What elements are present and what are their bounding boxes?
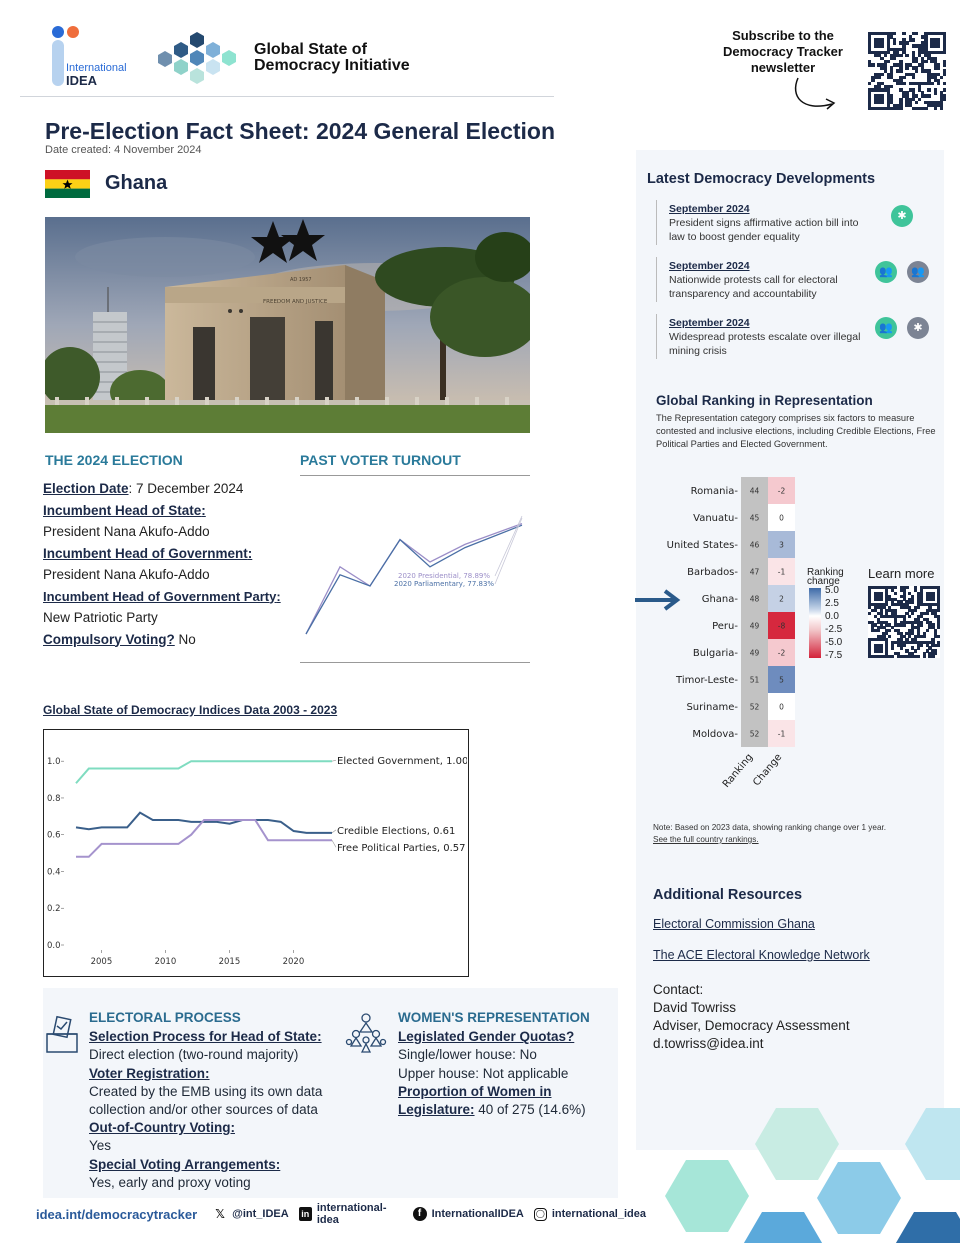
turnout-rule-top bbox=[300, 475, 530, 476]
election-date-label: Election Date bbox=[43, 481, 129, 496]
gsod-title-line-2: Democracy Initiative bbox=[254, 57, 410, 74]
ace-network-link[interactable]: The ACE Electoral Knowledge Network bbox=[653, 948, 870, 962]
legend-tick: 5.0 bbox=[825, 585, 839, 596]
logo-text-international: International bbox=[66, 62, 127, 74]
development-rule bbox=[656, 257, 657, 302]
change-value: 3 bbox=[779, 540, 784, 550]
government-party-label: Incumbent Head of Government Party bbox=[43, 588, 277, 604]
change-value: -2 bbox=[777, 648, 786, 658]
indices-series-line bbox=[76, 761, 332, 783]
out-of-country-value: Yes bbox=[89, 1138, 112, 1154]
logo-text-idea: IDEA bbox=[66, 73, 98, 88]
learn-more-label: Learn more bbox=[868, 566, 935, 581]
ranking-change-legend bbox=[805, 568, 865, 663]
page-title: Pre-Election Fact Sheet: 2024 General Election bbox=[45, 118, 556, 144]
footer-instagram-link[interactable] bbox=[534, 1208, 646, 1221]
change-value: 5 bbox=[779, 675, 784, 685]
indices-series-label: Free Political Parties, 0.57 bbox=[337, 843, 466, 855]
subscribe-line-3: newsletter bbox=[750, 60, 816, 75]
development-text: Widespread protests escalate over illegal mining crisis bbox=[669, 331, 861, 357]
legend-tick: -2.5 bbox=[825, 624, 843, 635]
additional-resources-heading: Additional Resources bbox=[653, 887, 803, 903]
special-voting-value: Yes, early and proxy voting bbox=[89, 1174, 251, 1190]
development-item[interactable] bbox=[669, 202, 869, 244]
gsod-title-line-1: Global State of bbox=[254, 41, 367, 58]
participation-icon: 👥 bbox=[875, 317, 897, 339]
change-value: 0 bbox=[779, 513, 784, 523]
government-party-value: New Patriotic Party bbox=[43, 610, 158, 625]
civil-society-icon: 👥 bbox=[907, 261, 929, 283]
change-axis-label: Change bbox=[751, 751, 785, 789]
proportion-women-label-1: Proportion of Women in bbox=[398, 1083, 552, 1099]
gsod-hexagon-logo bbox=[150, 30, 240, 86]
indices-series-label: Elected Government, 1.00 bbox=[337, 756, 467, 768]
indices-series-label: Credible Elections, 0.61 bbox=[337, 825, 456, 837]
indices-x-tick: 2010 bbox=[154, 957, 177, 967]
head-of-state-label: Incumbent Head of State bbox=[43, 502, 202, 518]
indices-x-tick: 2020 bbox=[282, 957, 305, 967]
ghana-flag bbox=[45, 170, 90, 198]
ranking-value: 51 bbox=[749, 675, 760, 685]
contact-email[interactable]: d.towriss@idea.int bbox=[653, 1036, 764, 1051]
subscribe-line-1: Subscribe to the bbox=[732, 28, 834, 43]
head-of-state-value: President Nana Akufo-Addo bbox=[43, 524, 210, 539]
country-name: Ghana bbox=[105, 172, 168, 194]
change-value: 2 bbox=[779, 594, 784, 604]
indices-x-tick: 2015 bbox=[218, 957, 241, 967]
turnout-label-parliamentary: 2020 Parliamentary, 77.83% bbox=[394, 580, 495, 588]
development-date: September 2024 bbox=[669, 203, 750, 215]
footer bbox=[36, 1202, 656, 1226]
single-house-quota: Single/lower house: No bbox=[398, 1047, 537, 1063]
government-party-colon: : bbox=[276, 588, 281, 604]
head-of-government-label: Incumbent Head of Government bbox=[43, 545, 248, 561]
womens-representation-heading: WOMEN'S REPRESENTATION bbox=[398, 1010, 590, 1025]
change-value: -1 bbox=[777, 567, 786, 577]
arch-inscription-year: AD 1957 bbox=[290, 277, 312, 283]
indices-y-tick: 1.0 bbox=[47, 757, 61, 768]
legend-tick: 0.0 bbox=[825, 611, 839, 622]
development-item[interactable] bbox=[669, 316, 869, 358]
instagram-icon: ◯ bbox=[534, 1208, 547, 1221]
legend-tick: -5.0 bbox=[825, 637, 843, 648]
ranking-value: 47 bbox=[749, 567, 760, 577]
indices-y-tick: 0.6 bbox=[47, 830, 61, 841]
election-info bbox=[43, 478, 293, 650]
contact-role: Adviser, Democracy Assessment bbox=[653, 1018, 850, 1033]
electoral-commission-link[interactable]: Electoral Commission Ghana bbox=[653, 917, 815, 931]
turnout-heading: PAST VOTER TURNOUT bbox=[300, 452, 461, 468]
development-rule bbox=[656, 200, 657, 245]
contact-name: David Towriss bbox=[653, 1000, 737, 1015]
indices-y-tick: 0.0 bbox=[47, 941, 61, 951]
ranking-country-label: Bulgaria- bbox=[692, 648, 738, 659]
ranking-country-label: Ghana- bbox=[701, 594, 738, 605]
indices-x-tick: 2005 bbox=[90, 957, 113, 967]
change-value: -2 bbox=[777, 486, 786, 496]
ranking-axis-label: Ranking bbox=[720, 751, 756, 790]
change-value: -8 bbox=[777, 621, 786, 631]
indices-series-line bbox=[76, 813, 332, 833]
indices-label-leader bbox=[332, 840, 336, 847]
international-idea-logo bbox=[50, 26, 140, 90]
ranking-country-label: Barbados- bbox=[687, 567, 738, 578]
selection-process-value: Direct election (two-round majority) bbox=[89, 1047, 299, 1063]
electoral-process-block bbox=[89, 1009, 339, 1192]
ranking-country-label: Vanuatu- bbox=[693, 513, 738, 524]
head-of-government-value: President Nana Akufo-Addo bbox=[43, 567, 210, 582]
proportion-women-value: 40 of 275 (14.6%) bbox=[474, 1102, 586, 1118]
election-heading: THE 2024 ELECTION bbox=[45, 452, 183, 468]
indices-line-chart bbox=[44, 730, 467, 975]
ranking-value: 52 bbox=[749, 702, 760, 712]
ranking-country-label: Romania- bbox=[690, 486, 738, 497]
election-date-value: : 7 December 2024 bbox=[128, 481, 244, 496]
developments-heading: Latest Democracy Developments bbox=[647, 171, 876, 187]
development-rule bbox=[656, 314, 657, 359]
indices-y-tick: 0.4 bbox=[47, 867, 61, 878]
facebook-icon: f bbox=[413, 1207, 427, 1221]
subscribe-qr-code[interactable] bbox=[868, 32, 946, 110]
gender-equality-icon: ✱ bbox=[891, 205, 913, 227]
footer-instagram-handle: international_idea bbox=[551, 1208, 646, 1220]
footer-facebook-link[interactable] bbox=[413, 1207, 524, 1221]
voter-registration-value: Created by the EMB using its own data collection and/or other sources of data bbox=[89, 1083, 323, 1118]
legend-ticks bbox=[825, 584, 842, 662]
development-text: Nationwide protests call for electoral transparency and accountability bbox=[669, 274, 838, 300]
footer-x-handle: @int_IDEA bbox=[232, 1208, 289, 1220]
ranking-note-text: Note: Based on 2023 data, showing ranking change over 1 year. bbox=[653, 823, 887, 832]
turnout-rule-bottom bbox=[300, 662, 530, 663]
indices-y-tick: 0.2 bbox=[47, 904, 61, 915]
voter-registration-label: Voter Registration: bbox=[89, 1065, 210, 1081]
electoral-process-heading: ELECTORAL PROCESS bbox=[89, 1010, 241, 1025]
selection-process-label: Selection Process for Head of State: bbox=[89, 1029, 322, 1045]
legend-tick: 2.5 bbox=[825, 598, 839, 609]
ranking-value: 52 bbox=[749, 729, 760, 739]
indices-series-line bbox=[76, 820, 332, 857]
out-of-country-label: Out-of-Country Voting: bbox=[89, 1120, 235, 1136]
ballot-box-icon bbox=[45, 1014, 79, 1054]
ranking-value: 49 bbox=[749, 621, 760, 631]
rule-of-law-icon: ✱ bbox=[907, 317, 929, 339]
ranking-value: 44 bbox=[749, 486, 760, 496]
indices-label-leader bbox=[332, 760, 336, 761]
compulsory-voting-value: No bbox=[174, 631, 196, 647]
special-voting-label: Special Voting Arrangements: bbox=[89, 1156, 281, 1172]
decorative-hexagons bbox=[656, 1100, 960, 1243]
women-group-icon bbox=[345, 1012, 387, 1054]
legend-title: Ranking change bbox=[807, 567, 844, 587]
development-text: President signs affirmative action bill into law to boost gender equality bbox=[669, 217, 859, 243]
ranking-country-label: Timor-Leste- bbox=[676, 675, 738, 686]
head-of-government-colon: : bbox=[247, 545, 253, 561]
x-icon: 𝕏 bbox=[215, 1207, 225, 1221]
linkedin-icon: in bbox=[299, 1207, 312, 1221]
development-date: September 2024 bbox=[669, 260, 750, 272]
development-item[interactable] bbox=[669, 259, 869, 301]
learn-more-qr-code[interactable] bbox=[868, 586, 940, 658]
full-rankings-link[interactable]: See the full country rankings. bbox=[653, 835, 759, 844]
ranking-value: 49 bbox=[749, 648, 760, 658]
contact-block bbox=[653, 981, 893, 1053]
header-divider bbox=[20, 96, 554, 97]
ghana-pointer-arrow-icon bbox=[635, 589, 681, 611]
ranking-value: 46 bbox=[749, 540, 760, 550]
contact-label: Contact: bbox=[653, 982, 704, 997]
ranking-country-label: Peru- bbox=[712, 621, 738, 632]
ranking-country-label: Moldova- bbox=[692, 729, 738, 740]
compulsory-voting-label: Compulsory Voting? bbox=[43, 631, 175, 647]
ranking-note bbox=[653, 822, 933, 846]
upper-house-quota: Upper house: Not applicable bbox=[398, 1065, 569, 1081]
global-ranking-heading: Global Ranking in Representation bbox=[656, 393, 873, 408]
turnout-chart bbox=[300, 480, 530, 660]
ranking-country-label: Suriname- bbox=[686, 702, 738, 713]
proportion-women-label-2: Legislature: bbox=[398, 1102, 475, 1118]
footer-facebook-handle: InternationalIDEA bbox=[431, 1208, 524, 1220]
indices-data-link[interactable]: Global State of Democracy Indices Data 2003 - 2023 bbox=[43, 703, 338, 717]
independence-arch-photo bbox=[45, 217, 530, 433]
arch-inscription-motto: FREEDOM AND JUSTICE bbox=[263, 299, 328, 305]
ranking-country-label: United States- bbox=[666, 540, 738, 551]
global-ranking-description: The Representation category comprises six factors to measure contested and inclusive elections, including Credible Elections, Free Political Parties and Elected Government. bbox=[656, 413, 936, 449]
gender-quotas-label: Legislated Gender Quotas? bbox=[398, 1029, 575, 1045]
indices-chart-frame bbox=[43, 729, 469, 977]
head-of-state-colon: : bbox=[201, 502, 206, 518]
ranking-value: 48 bbox=[749, 594, 760, 604]
development-date: September 2024 bbox=[669, 317, 750, 329]
gsod-initiative-title bbox=[254, 42, 410, 74]
turnout-label-presidential: 2020 Presidential, 78.89% bbox=[398, 572, 491, 580]
womens-representation-block bbox=[398, 1009, 608, 1119]
footer-linkedin-link[interactable] bbox=[299, 1202, 403, 1226]
participation-icon: 👥 bbox=[875, 261, 897, 283]
legend-color-bar bbox=[809, 588, 821, 658]
subscribe-callout bbox=[712, 28, 854, 76]
ranking-value: 45 bbox=[749, 513, 760, 523]
footer-linkedin-handle: international-idea bbox=[316, 1202, 387, 1226]
indices-label-leader bbox=[332, 830, 336, 833]
indices-y-tick: 0.8 bbox=[47, 793, 61, 804]
subscribe-line-2: Democracy Tracker bbox=[723, 44, 843, 59]
date-created: Date created: 4 November 2024 bbox=[45, 144, 202, 156]
curved-arrow-icon bbox=[788, 74, 842, 116]
change-value: 0 bbox=[779, 702, 784, 712]
turnout-leader-presidential bbox=[495, 516, 522, 576]
change-value: -1 bbox=[777, 729, 786, 739]
legend-tick: -7.5 bbox=[825, 650, 843, 661]
footer-website-link[interactable]: idea.int/democracytracker bbox=[36, 1206, 198, 1222]
footer-x-link[interactable] bbox=[213, 1207, 289, 1221]
